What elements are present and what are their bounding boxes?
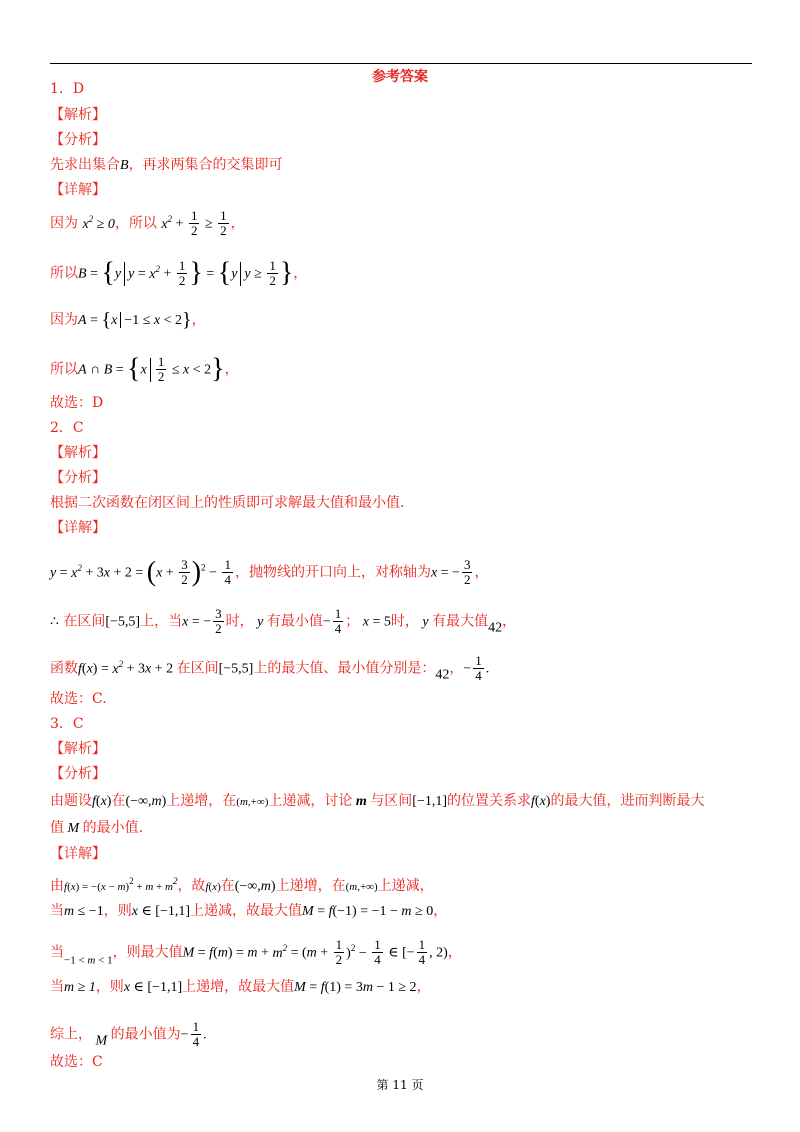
q3-d4-text-b: ，则 [95, 979, 124, 995]
frac-1-2: $\frac{1}{2}$ [335, 937, 343, 967]
q2-therefore-text-b: 上，当 [140, 613, 183, 630]
q3-d1-text-d: 上递增，在 [275, 878, 346, 894]
q2-therefore-text-d: 有最小值 [266, 613, 323, 630]
q3-tag-fenxi: 【分析】 [50, 766, 106, 782]
frac-3-2: $\frac{3}{2}$ [463, 557, 471, 587]
q1-so-label-3: 所以 [50, 361, 78, 378]
q2-therefore-text-a: 在区间 [63, 613, 106, 630]
q1-line-intersection: 所以A ∩ B = {x $\frac{1}{2}$ ≤ x < 2}， [50, 353, 239, 385]
q1-because-label-2: 因为 [50, 312, 78, 328]
q3-analysis-text-h: 值 [50, 820, 64, 836]
q3-heading: 3．C [50, 716, 84, 732]
frac-1-4: $\frac{1}{4}$ [192, 1019, 200, 1049]
q3-analysis-text-a: 由题设 [50, 793, 92, 809]
q1-line-set-a: 因为A = {x −1 ≤ x < 2}， [50, 309, 206, 331]
q3-d1-text-a: 由 [50, 878, 64, 894]
q2-line-vertex-form: $y = x^2 + 3x + 2 = (x$ + $\frac{3}{2}$ )$^2$ − $\frac{1}{4}$ ，抛物线的开口向上，对称轴为x = − $\frac{3}{2}$ ， [50, 556, 489, 588]
frac-3-2: $\frac{3}{2}$ [181, 557, 188, 587]
q2-therefore-text-e: ； [345, 613, 360, 630]
q1-so-label: 所以 [128, 215, 157, 232]
q2-heading: 2．C [50, 420, 84, 436]
q3-analysis-text-i: 的最小值. [82, 820, 144, 836]
q3-detail-line4: 当m ≥ 1，则x ∈ [−1,1]上递增，故最大值M = f(1) = 3m − 1 ≥ 2， [50, 979, 431, 995]
q2-func-text-c: 上的最大值、最小值分别是： [253, 660, 436, 677]
q3-d3-text-a: 当 [50, 944, 64, 961]
q2-tag-xiangjie: 【详解】 [50, 520, 106, 536]
q3-analysis-text-f: 的位置关系求 [447, 793, 532, 809]
math-a-cap-b: A [78, 362, 87, 378]
q3-d4-text-a: 当 [50, 979, 64, 995]
q1-answer: 故选：D [50, 395, 104, 411]
q3-d2-text-b: ，则 [103, 903, 132, 919]
frac-1-2: $\frac{1}{2}$ [220, 208, 227, 238]
q3-d4-text-c: 上递增，故最大值 [182, 979, 295, 995]
q3-d1-text-e: 上递减， [377, 878, 434, 894]
page-footer: 第 11 页 [376, 1078, 424, 1092]
math-x2-ge-0: $x^2 \ge 0$ [82, 213, 115, 232]
q1-tag-jiexi: 【解析】 [50, 107, 106, 123]
q2-answer: 故选：C. [50, 691, 107, 707]
q2-func-text-a: 函数 [50, 660, 78, 677]
frac-3-2: $\frac{3}{2}$ [215, 606, 222, 636]
math-set-a-def: A [78, 313, 87, 328]
q3-answer: 故选：C [50, 1054, 103, 1070]
q1-analysis [50, 156, 283, 175]
math-quadratic: y [50, 565, 57, 581]
q2-tag-fenxi: 【分析】 [50, 470, 106, 486]
frac-1-2: $\frac{1}{2}$ [269, 258, 276, 288]
frac-1-4: $\frac{1}{4}$ [224, 557, 231, 587]
frac-1-2: $\frac{1}{2}$ [178, 258, 186, 288]
q2-analysis: 根据二次函数在闭区间上的性质即可求解最大值和最小值. [50, 495, 405, 511]
q3-d2-text-a: 当 [50, 903, 64, 919]
therefore-symbol: ∴ [50, 614, 59, 630]
q2-line-therefore: ∴ 在区间[−5,5]上，当x = − $\frac{3}{2}$ 时， y 有最小值− $\frac{1}{4}$ ； x = 5时， y 有最大值42， [50, 606, 517, 636]
frac-1-2: $\frac{1}{2}$ [190, 208, 198, 238]
q2-line-function: 函数$f(x) = x^2 + 3x + 2$ 在区间[−5,5]上的最大值、最小值分别是：42，− $\frac{1}{4}$ . [50, 653, 490, 683]
q1-because-label: 因为 [50, 215, 78, 232]
q3-d3-text-b: ，则最大值 [112, 944, 183, 961]
q1-line-because: 因为 $x^2 \ge 0$，所以 $x^2$ + $\frac{1}{2}$ ≥ $\frac{1}{2}$ ， [50, 208, 245, 238]
frac-1-4: $\frac{1}{4}$ [334, 606, 342, 636]
q3-detail-line1: 由$f(x) = -(x - m)^2 + m + m^2$，故f(x)在(−∞,m)上递增，在(m,+∞)上递减， [50, 876, 434, 894]
q3-analysis-line1: 由题设f(x)在(−∞,m)上递增，在(m,+∞)上递减，讨论 m 与区间[−1,1]的位置关系求f(x)的最大值，进而判断最大 [50, 793, 705, 809]
math-fx-def: f [78, 661, 82, 677]
q3-summary-text-a: 综上， [50, 1026, 92, 1043]
q3-d1-text-b: ，故 [177, 878, 206, 894]
frac-1-4: $\frac{1}{4}$ [374, 937, 381, 967]
header-rule [50, 63, 752, 64]
frac-1-4: $\frac{1}{4}$ [475, 653, 482, 683]
q1-line-set-b: 所以B = {y $y = x^2$ + $\frac{1}{2}$ } = {y y ≥ $\frac{1}{2}$ }， [50, 257, 308, 289]
math-interval-neg5-5: [−5,5] [105, 614, 141, 630]
q3-analysis-text-d: 上递减，讨论 [268, 793, 353, 809]
q1-tag-fenxi: 【分析】 [50, 132, 106, 148]
q3-d2-text-c: 上递减，故最大值 [190, 903, 303, 919]
q2-max-value: 42 [488, 620, 503, 636]
q2-parabola-text: ，抛物线的开口向上，对称轴为 [234, 564, 431, 581]
q3-d1-text-c: 在 [220, 878, 235, 894]
q1-analysis-text-b: ，再求两集合的交集即可 [128, 157, 283, 173]
set-b-symbol: B [120, 158, 129, 173]
q3-analysis-text-g: 的最大值，进而判断最大 [550, 793, 705, 809]
q1-heading: 1．D [50, 81, 85, 97]
q3-detail-line2: 当m ≤ −1，则x ∈ [−1,1]上递减，故最大值M = f(−1) = −1 − m ≥ 0， [50, 903, 448, 919]
q3-summary: 综上， M 的最小值为− $\frac{1}{4}$ . [50, 1019, 207, 1049]
q3-analysis-text-e: 与区间 [370, 793, 413, 809]
q2-func-text-b: 在区间 [176, 660, 219, 677]
q1-so-label-2: 所以 [50, 265, 78, 282]
q2-therefore-text-g: 有最大值 [432, 613, 489, 630]
q3-analysis-line2: 值 M 的最小值. [50, 820, 144, 836]
math-x2-plus-half: $x^2$ [161, 213, 173, 232]
page-title: 参考答案 [372, 69, 428, 85]
q3-analysis-text-c: 上递增，在 [166, 793, 237, 809]
frac-1-2: $\frac{1}{2}$ [157, 354, 165, 384]
q3-analysis-text-b: 在 [111, 793, 126, 809]
q2-tag-jiexi: 【解析】 [50, 445, 106, 461]
q3-tag-jiexi: 【解析】 [50, 741, 106, 757]
q1-tag-xiangjie: 【详解】 [50, 182, 106, 198]
q3-tag-xiangjie: 【详解】 [50, 846, 106, 862]
math-set-b-def: B [78, 266, 87, 282]
q2-therefore-text-f: 时， [390, 613, 419, 630]
q3-summary-text-b: 的最小值为 [110, 1026, 181, 1043]
q2-therefore-text-c: 时， [225, 613, 254, 630]
frac-1-4: $\frac{1}{4}$ [418, 937, 426, 967]
q1-analysis-text-a: 先求出集合 [50, 157, 120, 173]
q3-detail-line3: 当$_{-1 <}$ $_m$ $_{< 1}$，则最大值$M = f(m) = m + m^2 = (m$ + $\frac{1}{2}$ )$^2$ − $\frac{1}{4}$ ∈ [− $\frac{1}{4}$ , 2)， [50, 937, 462, 967]
q2-max-value-2: 42 [435, 667, 450, 683]
